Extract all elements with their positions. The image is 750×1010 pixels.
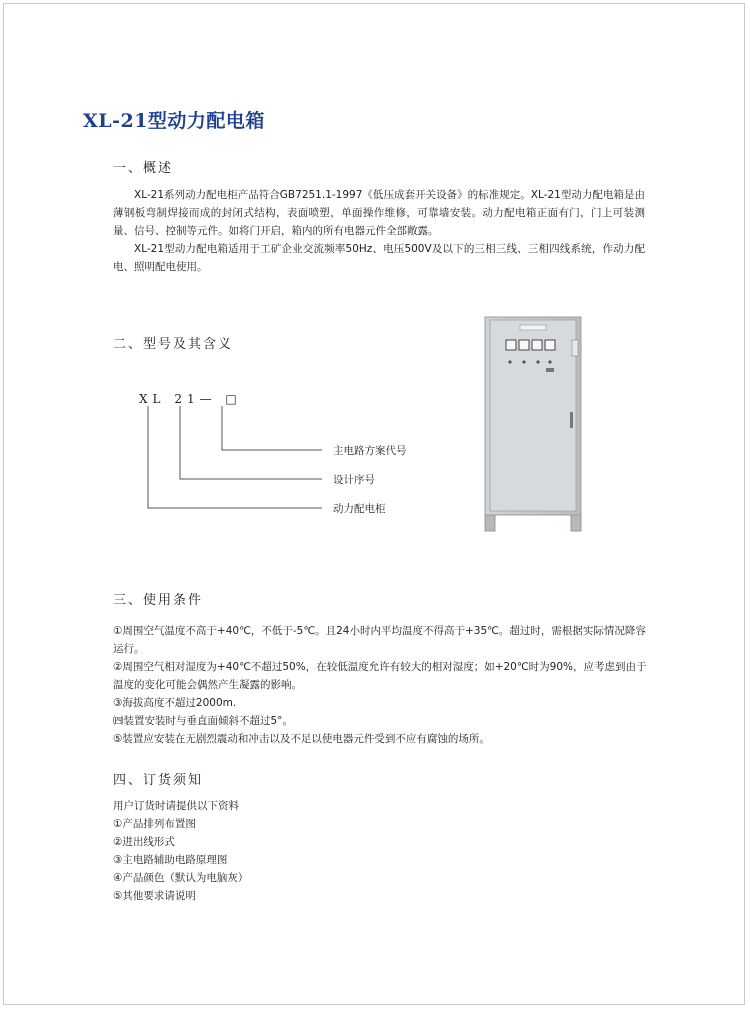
overview-heading: 一、概述 <box>113 161 174 176</box>
overview-paragraph-1: XL-21系列动力配电柜产品符合GB7251.1-1997《低压成套开关设备》的标准规定。XL-21型动力配电箱是由薄钢板弯制焊接而成的封闭式结构，表面喷塑，单面操作维修，可靠墙安装。动力配电箱正面有门，门上可装测量、信号、控制等元件。如将门开启，箱内的所有电器元件全部敞露。 <box>113 189 645 237</box>
line-xl <box>148 406 322 508</box>
condition-item: ②周围空气相对湿度为+40℃不超过50%，在较低温度允许有较大的相对湿度；如+20℃时为90%，应考虑到由于温度的变化可能会偶然产生凝露的影响。 <box>113 661 647 691</box>
ordering-item: ④产品颜色（默认为电脑灰） <box>113 872 249 884</box>
cabinet-image <box>484 316 582 532</box>
ordering-item: ②进出线形式 <box>113 836 175 848</box>
ordering-heading: 四、订货须知 <box>113 773 204 788</box>
conditions-list <box>113 622 653 748</box>
ordering-list <box>113 797 653 905</box>
ordering-intro: 用户订货时请提供以下资料 <box>113 800 239 812</box>
model-label-main-circuit: 主电路方案代号 <box>333 445 407 457</box>
ordering-item: ①产品排列布置图 <box>113 818 196 830</box>
condition-item: ⑤装置应安装在无剧烈震动和冲击以及不足以使电器元件受到不应有腐蚀的场所。 <box>113 733 490 745</box>
condition-item: ①周围空气温度不高于+40℃，不低于-5℃。且24小时内平均温度不得高于+35℃。超过时，需根据实际情况降容运行。 <box>113 625 646 655</box>
line-21 <box>180 406 322 479</box>
model-heading: 二、型号及其含义 <box>113 337 234 352</box>
model-code: XL 21— □ <box>139 392 242 406</box>
condition-item: ㈣装置安装时与垂直面倾斜不超过5°。 <box>113 715 293 727</box>
model-label-design-number: 设计序号 <box>333 474 375 486</box>
line-box <box>222 406 322 450</box>
page-title: XL-21型动力配电箱 <box>83 110 265 132</box>
condition-item: ③海拔高度不超过2000m. <box>113 697 237 709</box>
model-label-power-cabinet: 动力配电柜 <box>333 503 386 515</box>
overview-paragraph-2: XL-21型动力配电箱适用于工矿企业交流频率50Hz、电压500V及以下的三相三线、三相四线系统，作动力配电、照明配电使用。 <box>113 243 645 273</box>
ordering-item: ⑤其他要求请说明 <box>113 890 196 902</box>
ordering-item: ③主电路辅助电路原理图 <box>113 854 228 866</box>
conditions-heading: 三、使用条件 <box>113 593 204 608</box>
